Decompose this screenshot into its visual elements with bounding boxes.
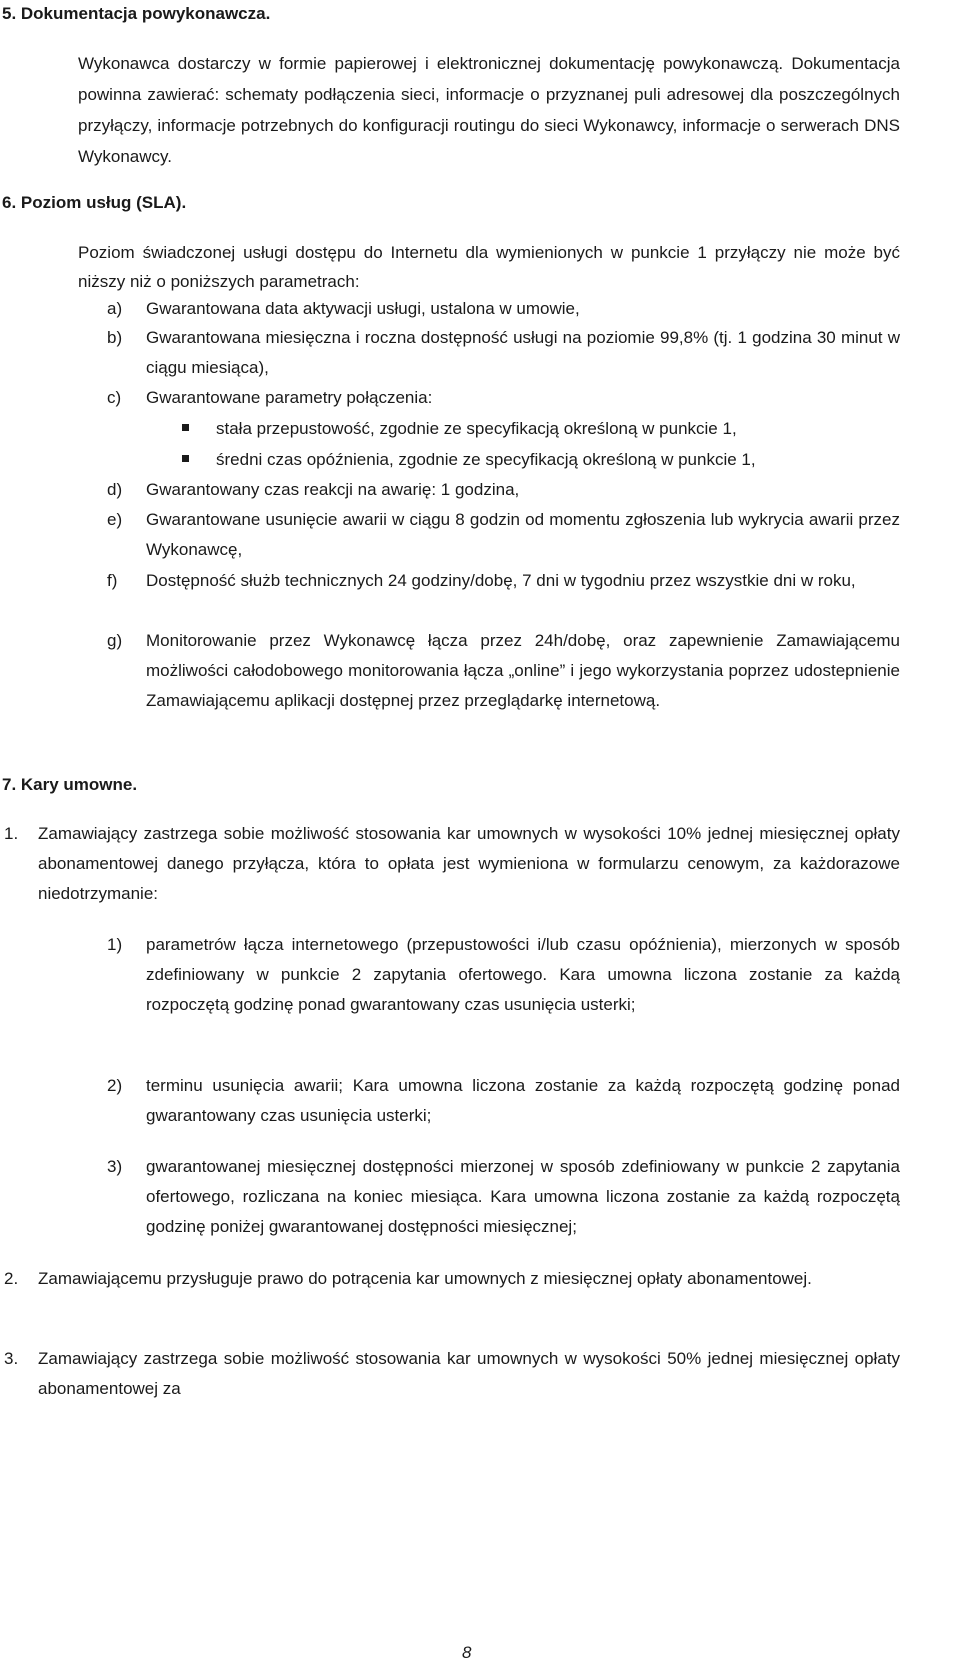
section-5-heading: 5. Dokumentacja powykonawcza. — [2, 4, 271, 23]
penalty-subitem-2 — [107, 1071, 900, 1131]
penalty-item-3 — [4, 1344, 900, 1404]
list-marker: c) — [107, 388, 122, 407]
list-marker: 1) — [107, 935, 123, 954]
list-marker: g) — [107, 631, 123, 650]
list-item-text: terminu usunięcia awarii; Kara umowna liczona zostanie za każdą rozpoczętą godzinę ponad gwarantowany czas usunięcia usterki; — [146, 1076, 900, 1125]
sla-subitem-latency — [182, 445, 900, 475]
sla-subitem-throughput — [182, 414, 900, 444]
list-item-text: Gwarantowana miesięczna i roczna dostępność usługi na poziomie 99,8% (tj. 1 godzina 30 minut w ciągu miesiąca), — [146, 328, 900, 377]
list-item-text: Gwarantowane parametry połączenia: — [146, 388, 433, 407]
square-bullet-icon — [182, 424, 189, 431]
section-5-body: Wykonawca dostarczy w formie papierowej i elektronicznej dokumentację powykonawczą. Dokumentacja powinna zawierać: schematy podłączenia sieci, informacje o przyznanej puli adresowej dla poszczególnych przyłączy, informacje potrzebnych do konfiguracji routingu do sieci Wykonawcy, informacje o serwerach DNS Wykonawcy. — [78, 54, 900, 166]
list-item-text: Monitorowanie przez Wykonawcę łącza przez 24h/dobę, oraz zapewnienie Zamawiającemu możliwości całodobowego monitorowania łącza „online” i jego wykorzystania poprzez udostepnienie Zamawiającemu aplikacji dostępnej przez przeglądarkę internetową. — [146, 631, 900, 710]
list-item-text: Gwarantowany czas reakcji na awarię: 1 godzina, — [146, 480, 520, 499]
list-marker: a) — [107, 299, 123, 318]
page-number: 8 — [462, 1643, 472, 1662]
penalty-item-1 — [4, 819, 900, 911]
list-marker: 2. — [4, 1269, 19, 1288]
section-6-heading: 6. Poziom usług (SLA). — [2, 193, 187, 212]
list-marker: d) — [107, 480, 123, 499]
list-marker: 1. — [4, 824, 19, 843]
list-item-text: Zamawiający zastrzega sobie możliwość stosowania kar umownych w wysokości 10% jednej miesięcznej opłaty abonamentowej danego przyłącza, która to opłata jest wymieniona w formularzu cenowym, za każdorazowe niedotrzymanie: — [38, 824, 900, 903]
list-item-text: Gwarantowana data aktywacji usługi, ustalona w umowie, — [146, 299, 580, 318]
list-item-text: Dostępność służb technicznych 24 godziny/dobę, 7 dni w tygodniu przez wszystkie dni w roku, — [146, 571, 856, 590]
sla-item-b — [107, 323, 900, 383]
list-marker: b) — [107, 328, 123, 347]
list-marker: 3. — [4, 1349, 19, 1368]
sla-item-e — [107, 505, 900, 565]
sla-item-a — [107, 294, 900, 324]
section-6-intro: Poziom świadczonej usługi dostępu do Internetu dla wymienionych w punkcie 1 przyłączy nie może być niższy niż o poniższych parametrach: — [78, 243, 900, 291]
list-marker: f) — [107, 571, 118, 590]
penalty-subitem-1 — [107, 930, 900, 1050]
list-item-text: Zamawiającemu przysługuje prawo do potrącenia kar umownych z miesięcznej opłaty abonamentowej. — [38, 1269, 812, 1288]
penalty-item-2 — [4, 1264, 900, 1324]
sub-list-item-text: stała przepustowość, zgodnie ze specyfikacją określoną w punkcie 1, — [216, 419, 737, 438]
list-marker: 3) — [107, 1157, 123, 1176]
section-7-heading: 7. Kary umowne. — [2, 775, 138, 794]
list-marker: 2) — [107, 1076, 123, 1095]
sla-item-g — [107, 626, 900, 746]
list-item-text: Gwarantowane usunięcie awarii w ciągu 8 godzin od momentu zgłoszenia lub wykrycia awarii przez Wykonawcę, — [146, 510, 900, 559]
sla-item-f — [107, 566, 900, 626]
sla-item-c — [107, 383, 900, 413]
sla-item-d — [107, 475, 900, 505]
sub-list-item-text: średni czas opóźnienia, zgodnie ze specyfikacją określoną w punkcie 1, — [216, 450, 756, 469]
penalty-subitem-3 — [107, 1152, 900, 1242]
list-item-text: gwarantowanej miesięcznej dostępności mierzonej w sposób zdefiniowany w punkcie 2 zapytania ofertowego, rozliczana na koniec miesiąca. Kara umowna liczona zostanie za każdą rozpoczętą godzinę poniżej gwarantowanej dostępności miesięcznej; — [146, 1157, 900, 1236]
list-item-text: Zamawiający zastrzega sobie możliwość stosowania kar umownych w wysokości 50% jednej miesięcznej opłaty abonamentowej za — [38, 1349, 900, 1398]
list-item-text: parametrów łącza internetowego (przepustowości i/lub czasu opóźnienia), mierzonych w sposób zdefiniowany w punkcie 2 zapytania ofertowego. Kara umowna liczona zostanie za każdą rozpoczętą godzinę ponad gwarantowany czas usunięcia usterki; — [146, 935, 900, 1014]
square-bullet-icon — [182, 455, 189, 462]
list-marker: e) — [107, 510, 123, 529]
